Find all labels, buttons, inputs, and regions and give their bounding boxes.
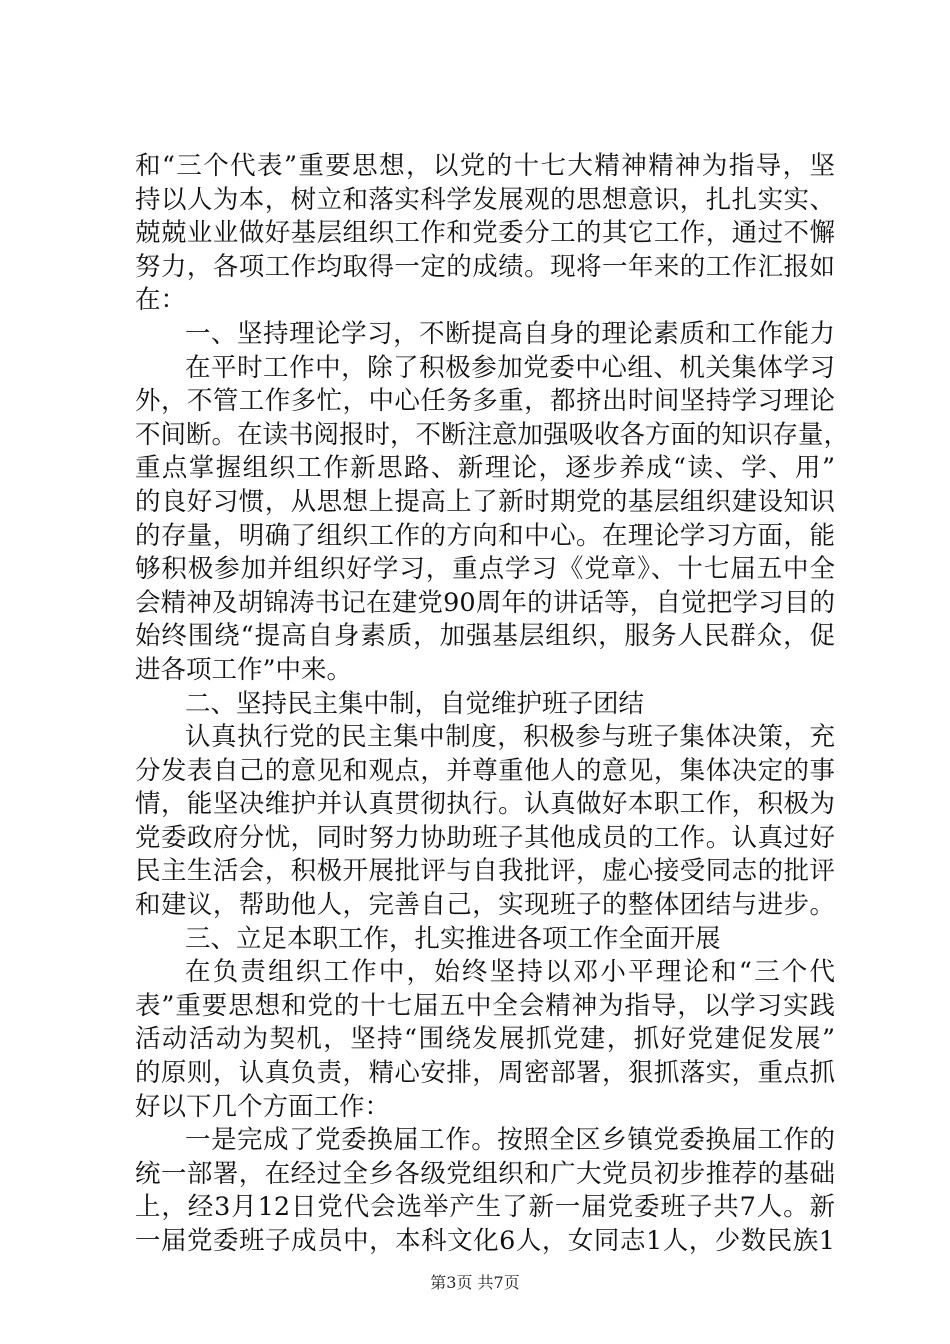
document-line: 会精神及胡锦涛书记在建党90周年的讲话等，自觉把学习目的 [135,587,835,618]
document-line: 一届党委班子成员中，本科文化6人，女同志1人，少数民族1 [135,1226,835,1256]
document-line: 的存量，明确了组织工作的方向和中心。在理论学习方面，能 [135,520,835,551]
document-line: 和“三个代表”重要思想，以党的十七大精神精神为指导，坚 [135,151,835,181]
document-line: 情，能坚决维护并认真贯彻执行。认真做好本职工作，积极为 [135,789,835,820]
document-line: 兢兢业业做好基层组织工作和党委分工的其它工作，通过不懈 [135,218,835,249]
document-body [135,150,850,1259]
document-line: 持以人为本，树立和落实科学发展观的思想意识，扎扎实实、 [135,184,835,215]
document-line: 和建议，帮助他人，完善自己，实现班子的整体团结与进步。 [135,890,835,921]
document-line: 二、坚持民主集中制，自觉维护班子团结 [185,688,645,719]
document-line: 上，经3月12日党代会选举产生了新一届党委班子共7人。新 [135,1192,835,1223]
document-line: 够积极参加并组织好学习，重点学习《党章》、十七届五中全 [135,554,835,585]
document-line: 活动活动为契机，坚持“围绕发展抓党建，抓好党建促发展” [135,1024,835,1055]
document-line: 在： [135,285,187,316]
document-line: 外，不管工作多忙，中心任务多重，都挤出时间坚持学习理论 [135,386,835,417]
document-line: 在负责组织工作中，始终坚持以邓小平理论和“三个代 [185,957,835,988]
document-line: 进各项工作”中来。 [135,654,353,685]
page-number-footer: 第3页 共7页 [430,1273,520,1292]
document-line: 分发表自己的意见和观点，并尊重他人的意见，集体决定的事 [135,755,835,786]
document-line: 党委政府分忧，同时努力协助班子其他成员的工作。认真过好 [135,822,835,853]
document-line: 好以下几个方面工作： [135,1091,391,1122]
document-line: 不间断。在读书阅报时，不断注意加强吸收各方面的知识存量， [135,419,850,450]
document-line: 始终围绕“提高自身素质，加强基层组织，服务人民群众，促 [135,621,835,652]
document-line: 的良好习惯，从思想上提高上了新时期党的基层组织建设知识 [135,486,835,517]
document-line: 在平时工作中，除了积极参加党委中心组、机关集体学习 [185,352,835,383]
document-line: 三、立足本职工作，扎实推进各项工作全面开展 [185,923,721,954]
document-line: 重点掌握组织工作新思路、新理论，逐步养成“读、学、用” [135,453,835,484]
document-line: 统一部署，在经过全乡各级党组织和广大党员初步推荐的基础 [135,1158,835,1189]
document-line: 一、坚持理论学习，不断提高自身的理论素质和工作能力 [185,318,835,349]
document-line: 努力，各项工作均取得一定的成绩。现将一年来的工作汇报如 [135,251,835,282]
document-line: 认真执行党的民主集中制度，积极参与班子集体决策，充 [185,722,835,753]
document-line: 表”重要思想和党的十七届五中全会精神为指导，以学习实践 [135,990,835,1021]
document-line: 一是完成了党委换届工作。按照全区乡镇党委换届工作的 [185,1125,835,1156]
document-line: 的原则，认真负责，精心安排，周密部署，狠抓落实，重点抓 [135,1058,835,1089]
document-line: 民主生活会，积极开展批评与自我批评，虚心接受同志的批评 [135,856,835,887]
